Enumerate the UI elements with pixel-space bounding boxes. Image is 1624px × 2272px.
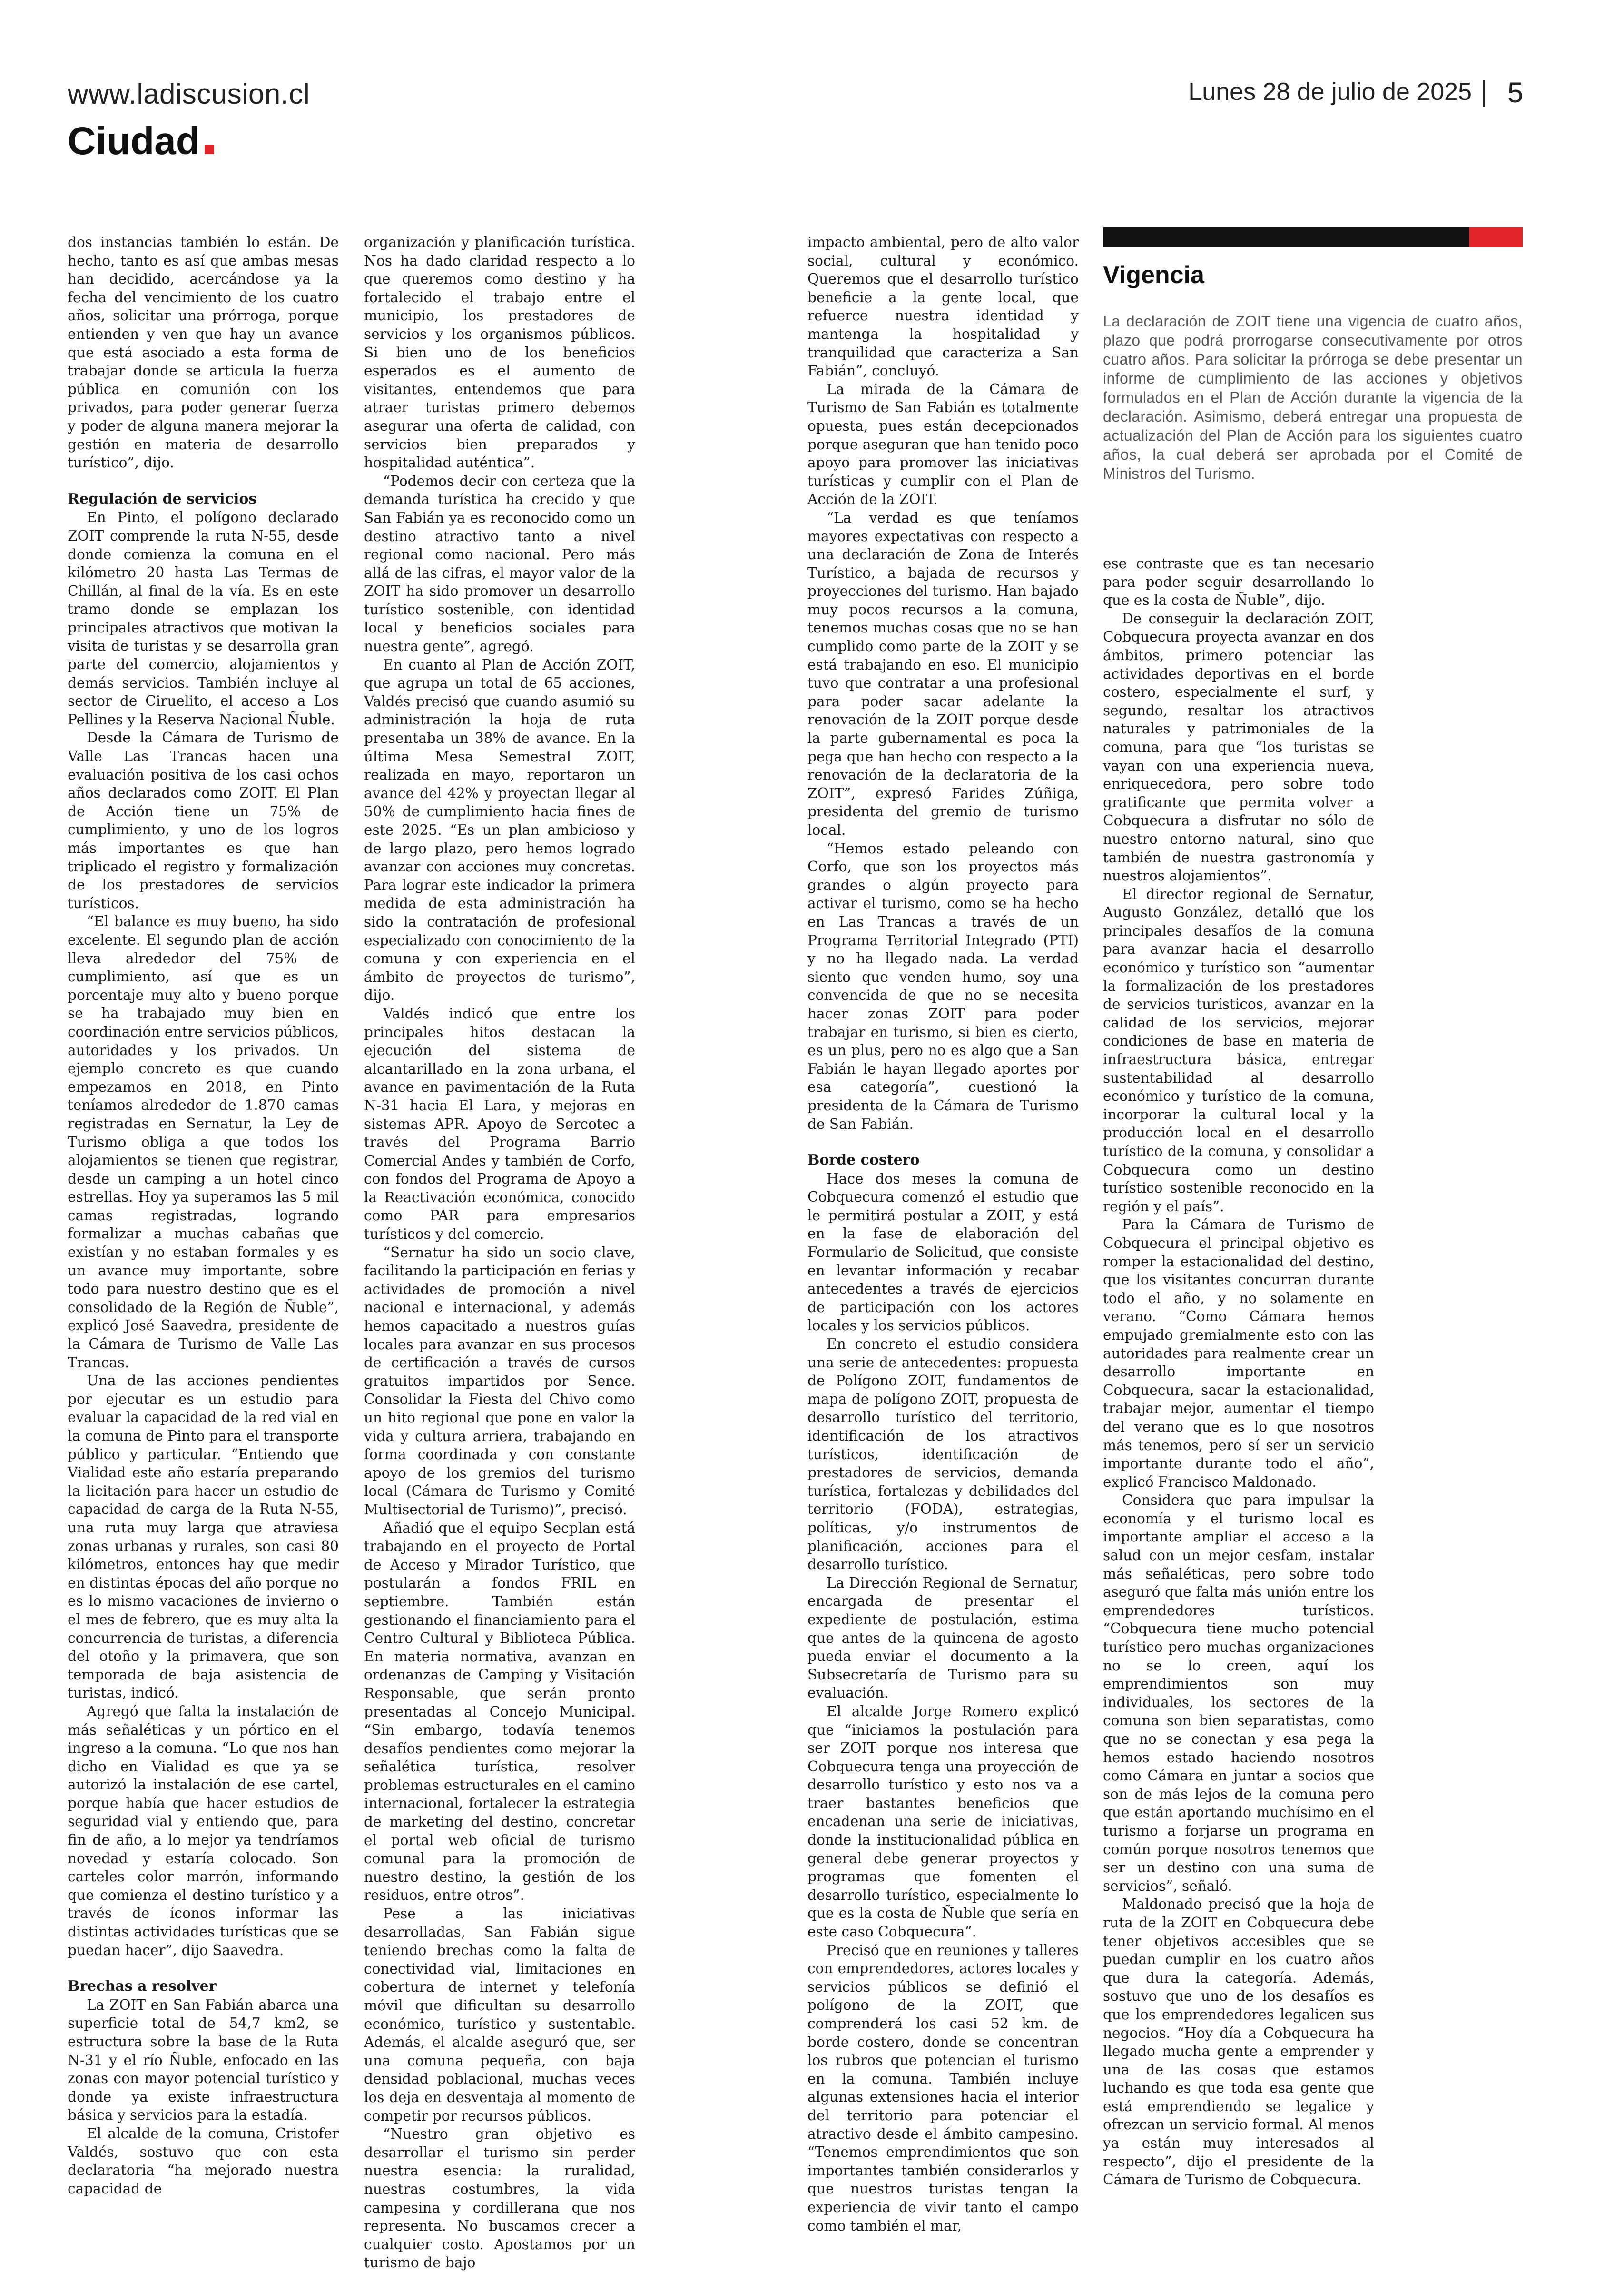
paragraph: Hace dos meses la comuna de Cobquecura comenzó el estudio que le permitirá postular a ZOIT, y está en la fase de elaboración del Formulario de Solicitud, que consiste en levantar información y recabar antecedentes a través de ejercicios de participación con los actores locales y los servicios públicos. (807, 1170, 1079, 1334)
paragraph: La mirada de la Cámara de Turismo de San Fabián es totalmente opuesta, pues están decepcionados porque aseguran que han tenido poco apoyo para promover las iniciativas turísticas y cumplir con el Plan de Acción de la ZOIT. (807, 381, 1079, 508)
paragraph: organización y planificación turística. Nos ha dado claridad respecto a lo que queremos como destino y ha fortalecido el trabajo entre el municipio, los prestadores de servicios y los organismos públicos. Si bien uno de los beneficios esperados es el aumento de visitantes, entendemos que para atraer turistas primero debemos asegurar una oferta de calidad, con servicios bien preparados y hospitalidad auténtica”. (364, 234, 635, 471)
section-title-text: Ciudad (68, 119, 200, 163)
paragraph: El alcalde Jorge Romero explicó que “iniciamos la postulación para ser ZOIT porque nos interesa que Cobquecura tenga una proyección de desarrollo turístico y esto nos va a traer bastantes beneficios que encadenan una serie de iniciativas, donde la institucionalidad pública en general debe generar proyectos y programas que fomenten el desarrollo turístico, especialmente lo que es la costa de Ñuble que sería en este caso Cobquecura”. (807, 1703, 1079, 1940)
subheading-brechas: Brechas a resolver (68, 1978, 217, 1995)
paragraph: ese contraste que es tan necesario para poder seguir desarrollando lo que es la costa de Ñuble”, dijo. (1103, 555, 1374, 609)
paragraph: “Hemos estado peleando con Corfo, que son los proyectos más grandes o algún proyecto para activar el turismo, como se ha hecho en Las Trancas a través de un Programa Territorial Integrado (PTI) y no ha llegado nada. La verdad siento que venden humo, soy una convencida de que no se necesita hacer zonas ZOIT para poder trabajar en turismo, si bien es cierto, es un plus, pero no es algo que a San Fabián le hayan llegado aportes por esa categoría”, cuestionó la presidenta de la Cámara de Turismo de San Fabián. (807, 840, 1079, 1132)
paragraph: impacto ambiental, pero de alto valor social, cultural y económico. Queremos que el desarrollo turístico beneficie a la gente local, que refuerce nuestra identidad y mantenga la hospitalidad y tranquilidad que caracteriza a San Fabián”, concluyó. (807, 234, 1079, 379)
paragraph: Precisó que en reuniones y talleres con emprendedores, actores locales y servicios públicos se definió el polígono de la ZOIT, que comprenderá los casi 52 km. de borde costero, donde se concentran los rubros que potencian el turismo en la comuna. También incluye algunas extensiones hacia el interior del territorio para potenciar el atractivo desde el ámbito campesino. “Tenemos emprendimientos que son importantes también considerarlos y que nuestros turistas tengan la experiencia de vivir tanto el campo como también el mar, (807, 1942, 1079, 2234)
paragraph: “La verdad es que teníamos mayores expectativas con respecto a una declaración de Zona de Interés Turístico, a bajada de recursos y proyecciones del turismo. Han bajado muy pocos recursos a la comuna, tenemos muchas cosas que no se han cumplido como parte de la ZOIT y se está trabajando en eso. El municipio tuvo que contratar a una profesional para poder sacar adelante la renovación de la ZOIT porque desde la parte gubernamental es poca la pega que han hecho con respecto a la renovación de la declaratoria de la ZOIT”, expresó Farides Zúñiga, presidenta del gremio de turismo local. (807, 509, 1079, 838)
header-divider (1483, 80, 1485, 107)
paragraph: En Pinto, el polígono declarado ZOIT comprende la ruta N-55, desde donde comienza la comuna en el kilómetro 20 hasta Las Termas de Chillán, al final de la vía. Es en este tramo donde se emplazan los principales atractivos que motivan la visita de turistas y se desarrolla gran parte del comercio, alojamientos y demás servicios. También incluye al sector de Ciruelito, el acceso a Los Pellines y la Reserva Nacional Ñuble. (68, 509, 339, 728)
paragraph: “Sernatur ha sido un socio clave, facilitando la participación en ferias y actividades de promoción a nivel nacional e internacional, y además hemos capacitado a nuestros guías locales para avanzar en sus procesos de certificación a través de cursos gratuitos impartidos por Sence. Consolidar la Fiesta del Chivo como un hito regional que pone en valor la vida y cultura arriera, trabajando en forma coordinada y con constante apoyo de los gremios del turismo local (Cámara de Turismo y Comité Multisectorial de Turismo)”, precisó. (364, 1244, 635, 1518)
paragraph: dos instancias también lo están. De hecho, tanto es así que ambas mesas han decidido, acercándose ya la fecha del vencimiento de los cuatro años, solicitar una prórroga, porque entienden y ven que hay un avance que está asociado a esta forma de trabajar donde se articula la fuerza pública en comunión con los privados, para poder generar fuerza y poder de alguna manera mejorar la gestión en materia de desarrollo turístico”, dijo. (68, 234, 339, 471)
publication-date: Lunes 28 de julio de 2025 (1188, 78, 1472, 106)
paragraph: Agregó que falta la instalación de más señaléticas y un pórtico en el ingreso a la comuna. “Lo que nos han dicho en Vialidad es que ya se autorizó la instalación de ese cartel, porque había que hacer estudios de seguridad vial y entiendo que, para fin de año, a lo mejor ya tendríamos novedad y estaría colocado. Son carteles color marrón, informando que comienza el destino turístico y a través de íconos informar las distintas actividades turísticas que se puedan hacer”, dijo Saavedra. (68, 1703, 339, 1958)
subheading-regulacion: Regulación de servicios (68, 490, 257, 507)
paragraph: “Nuestro gran objetivo es desarrollar el turismo sin perder nuestra esencia: la ruralidad, nuestras costumbres, la vida campesina y cordillerana que nos representa. No buscamos crecer a cualquier costo. Apostamos por un turismo de bajo (364, 2126, 635, 2271)
paragraph: El alcalde de la comuna, Cristofer Valdés, sostuvo que con esta declaratoria “ha mejorado nuestra capacidad de (68, 2125, 339, 2197)
paragraph: “Podemos decir con certeza que la demanda turística ha crecido y que San Fabián ya es reconocido como un destino atractivo tanto a nivel regional como nacional. Pero más allá de las cifras, el mayor valor de la ZOIT ha sido promover un desarrollo turístico sostenible, con identidad local y beneficios sociales para nuestra gente”, agregó. (364, 473, 635, 655)
paragraph: La Dirección Regional de Sernatur, encargada de presentar el expediente de postulación, estima que antes de la quincena de agosto pueda enviar el documento a la Subsecretaría de Turismo para su evaluación. (807, 1574, 1079, 1701)
article-column-1 (68, 233, 339, 2199)
page-number: 5 (1507, 77, 1524, 109)
subheading-borde-costero: Borde costero (807, 1152, 920, 1169)
site-url[interactable]: www.ladiscusion.cl (68, 78, 310, 110)
paragraph: De conseguir la declaración ZOIT, Cobquecura proyecta avanzar en dos ámbitos, primero potenciar las actividades deportivas en el borde costero, especialmente el surf, y segundo, resaltar los atractivos naturales y patrimoniales de la comuna, para que “los turistas se vayan con una experiencia nueva, enriquecedora, pero sobre todo gratificante que permita volver a Cobquecura a disfrutar no sólo de nuestro entorno natural, sino que también de nuestra gastronomía y nuestros alojamientos”. (1103, 610, 1374, 884)
paragraph: Pese a las iniciativas desarrolladas, San Fabián sigue teniendo brechas como la falta de conectividad vial, limitaciones en cobertura de internet y telefonía móvil que dificultan su desarrollo económico, turístico y sustentable. Además, el alcalde aseguró que, ser una comuna pequeña, con baja densidad poblacional, muchas veces los deja en desventaja al momento de competir por recursos públicos. (364, 1906, 635, 2124)
sidebar-top-bar (1103, 227, 1469, 247)
paragraph: “El balance es muy bueno, ha sido excelente. El segundo plan de acción lleva alrededor del 75% de cumplimiento, así que es un porcentaje muy alto y bueno porque se ha trabajado muy bien en coordinación entre servicios públicos, autoridades y los privados. Un ejemplo concreto es que cuando empezamos en 2018, en Pinto teníamos alrededor de 1.870 camas registradas en Sernatur, la Ley de Turismo obliga a que todos los alojamientos se tienen que registrar, desde un camping a un hotel cinco estrellas. Hoy ya superamos las 5 mil camas registradas, logrando formalizar a muchas cabañas que existían y no estaban formales y es un avance muy importante, sobre todo para nuestro destino que es el consolidado de la Región de Ñuble”, explicó José Saavedra, presidente de la Cámara de Turismo de Valle Las Trancas. (68, 913, 339, 1371)
paragraph: El director regional de Sernatur, Augusto González, detalló que los principales desafíos de la comuna para avanzar hacia el desarrollo económico y turístico son “aumentar la formalización de los prestadores de servicios turísticos, avanzar en la calidad de los servicios, mejorar condiciones de base en materia de infraestructura básica, entregar sustentabilidad al desarrollo económico y turístico de la comuna, incorporar la cultural local y la producción local en el desarrollo turístico de la comuna, y consolidar a Cobquecura como un destino turístico sostenible reconocido en la región y el país”. (1103, 886, 1374, 1215)
sidebar-accent-bar (1469, 227, 1523, 247)
paragraph: Valdés indicó que entre los principales hitos destacan la ejecución del sistema de alcantarillado en la zona urbana, el avance en pavimentación de la Ruta N-31 hacia El Lara, y mejoras en sistemas APR. Apoyo de Sercotec a través del Programa Barrio Comercial Andes y también de Corfo, con fondos del Programa de Apoyo a la Reactivación económica, conocido como PAR para empresarios turísticos y del comercio. (364, 1005, 635, 1243)
sidebar-title: Vigencia (1103, 261, 1204, 289)
paragraph: Una de las acciones pendientes por ejecutar es un estudio para evaluar la capacidad de la red vial en la comuna de Pinto para el transporte público y particular. “Entiendo que Vialidad este año estaría preparando la licitación para hacer un estudio de capacidad de carga de la Ruta N-55, una ruta muy larga que atraviesa zonas urbanas y rurales, son casi 80 kilómetros, entonces hay que medir en distintas épocas del año porque no es lo mismo vacaciones de invierno o el mes de febrero, que es muy alta la concurrencia de turistas, a diferencia del otoño y la primavera, que son temporada de baja asistencia de turistas, indicó. (68, 1373, 339, 1701)
article-column-4 (1103, 554, 1374, 2201)
paragraph: Para la Cámara de Turismo de Cobquecura el principal objetivo es romper la estacionalidad del destino, que los visitantes concurran durante todo el año, y no solamente en verano. “Como Cámara hemos empujado gremialmente esto con las autoridades para realmente crear un desarrollo importante en Cobquecura, sacar la estacionalidad, trabajar mejor, aumentar el tiempo del verano que es lo que nosotros más tenemos, pero sí ser un servicio importante durante todo el año”, explicó Francisco Maldonado. (1103, 1216, 1374, 1490)
paragraph: Añadió que el equipo Secplan está trabajando en el proyecto de Portal de Acceso y Mirador Turístico, que postularán a fondos FRIL en septiembre. También están gestionando el financiamiento para el Centro Cultural y Biblioteca Pública. En materia normativa, avanzan en ordenanzas de Camping y Visitación Responsable, que serán pronto presentadas al Concejo Municipal. “Sin embargo, todavía tenemos desafíos pendientes como mejorar la señalética turística, resolver problemas estructurales en el camino internacional, fortalecer la estrategia de marketing del destino, concretar el portal web oficial de turismo comunal para la promoción de nuestro destino, la gestión de los residuos, entre otros”. (364, 1520, 635, 1904)
paragraph: En concreto el estudio considera una serie de antecedentes: propuesta de Polígono ZOIT, fundamentos de mapa de polígono ZOIT, propuesta de desarrollo turístico del territorio, identificación de los atractivos turísticos, identificación de prestadores de servicios, demanda turística, fortalezas y debilidades del territorio (FODA), estrategias, políticas, y/o instrumentos de planificación, acciones para el desarrollo turístico. (807, 1336, 1079, 1573)
section-title (68, 119, 214, 164)
section-dot-icon (205, 145, 214, 154)
article-column-3 (807, 233, 1079, 2234)
paragraph: Considera que para impulsar la economía y el turismo local es importante ampliar el acceso a la salud con un mejor cesfam, instalar más señaléticas, pero sobre todo aseguró que falta más unión entre los emprendedores turísticos. “Cobquecura tiene mucho potencial turístico pero muchas organizaciones no se lo creen, aquí los emprendimientos son muy individuales, los sectores de la comuna son bien separatistas, como que no se conectan y esa pega la hemos estado haciendo nosotros como Cámara en juntar a socios que son de más lejos de la comuna pero que están aportando muchísimo en el turismo a forjarse un programa en común porque nosotros tenemos que ser un destino con una suma de servicios”, señaló. (1103, 1492, 1374, 1894)
sidebar-text: La declaración de ZOIT tiene una vigencia de cuatro años, plazo que podrá prorrogarse consecutivamente por otros cuatro años. Para solicitar la prórroga se debe presentar un informe de cumplimiento de las acciones y objetivos formulados en el Plan de Acción durante la vigencia de la declaración. Asimismo, deberá entregar una propuesta de actualización del Plan de Acción para los siguientes cuatro años, la cual deberá ser aprobada por el Comité de Ministros del Turismo. (1103, 313, 1523, 482)
article-column-2 (364, 233, 635, 2271)
paragraph: Maldonado precisó que la hoja de ruta de la ZOIT en Cobquecura debe tener objetivos accesibles que se puedan cumplir en los cuatro años que dura la categoría. Además, sostuvo que uno de los desafíos es que los emprendedores legalicen sus negocios. “Hoy día a Cobquecura ha llegado mucha gente a emprender y una de las cosas que estamos luchando es que toda esa gente que está emprendiendo se legalice y ofrezcan un servicio formal. Al menos ya están muy interesados al respecto”, dijo el presidente de la Cámara de Turismo de Cobquecura. (1103, 1896, 1374, 2188)
paragraph: Desde la Cámara de Turismo de Valle Las Trancas hacen una evaluación positiva de los casi ochos años declarados como ZOIT. El Plan de Acción tiene un 75% de cumplimiento, y uno de los logros más importantes es que han triplicado el registro y formalización de los prestadores de servicios turísticos. (68, 730, 339, 911)
paragraph: La ZOIT en San Fabián abarca una superficie total de 54,7 km2, se estructura sobre la base de la Ruta N-31 y el río Ñuble, enfocado en las zonas con mayor potencial turístico y donde ya existe infraestructura básica y servicios para la estadía. (68, 1996, 339, 2124)
paragraph: En cuanto al Plan de Acción ZOIT, que agrupa un total de 65 acciones, Valdés precisó que cuando asumió su administración la hoja de ruta presentaba un 38% de avance. En la última Mesa Semestral ZOIT, realizada en mayo, reportaron un avance del 42% y proyectan llegar al 50% de cumplimiento hacia fines de este 2025. “Es un plan ambicioso y de largo plazo, pero hemos logrado avanzar con acciones muy concretas. Para lograr este indicador la primera medida de esta administración ha sido la contratación de profesional especializado con conocimiento de la comuna y con experiencia en el ámbito de proyectos de turismo”, dijo. (364, 656, 635, 1004)
